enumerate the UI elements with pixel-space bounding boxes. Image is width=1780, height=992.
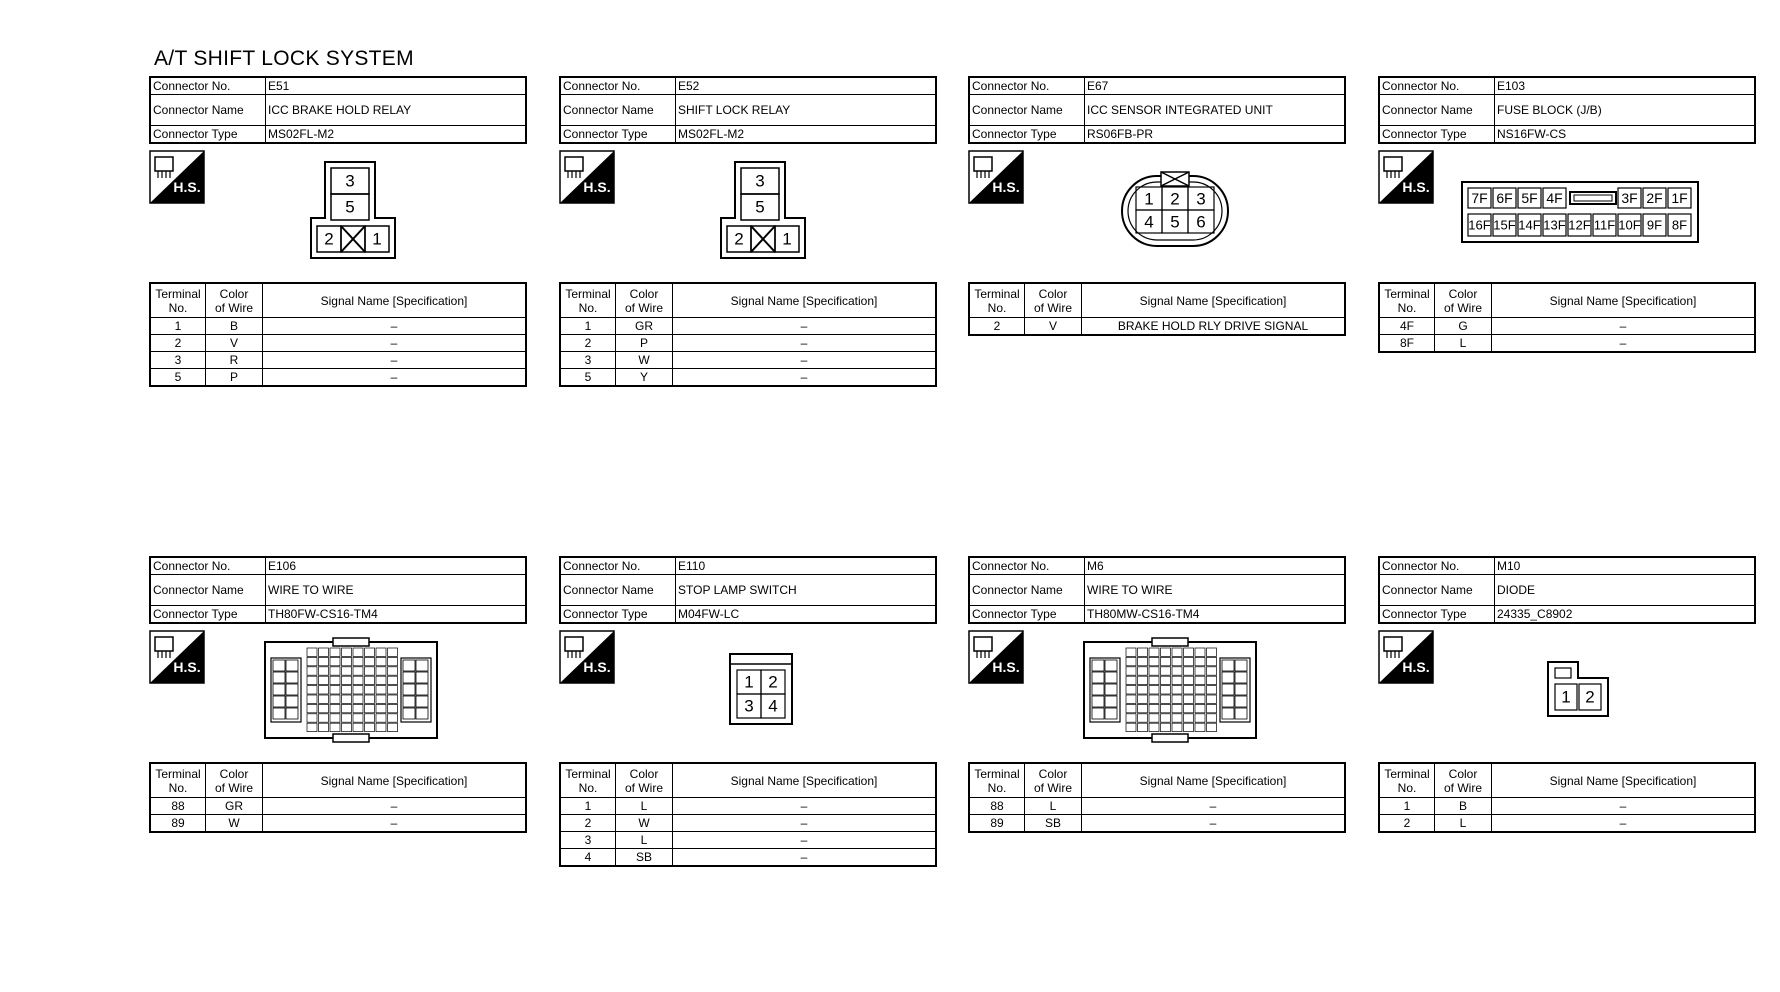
connector-type-value: M04FW-LC [676, 606, 937, 624]
hs-label: H.S. [1402, 179, 1430, 195]
connector-name-label: Connector Name [969, 575, 1085, 606]
signal-name: – [263, 352, 527, 369]
connector-face-diagram [1546, 660, 1610, 718]
pin-label: 5F [1521, 190, 1538, 206]
table-row [150, 815, 526, 833]
signal-name: – [673, 849, 937, 867]
connector-name-value: SHIFT LOCK RELAY [676, 95, 937, 126]
connector-no-label: Connector No. [969, 557, 1085, 575]
connector-name-value: STOP LAMP SWITCH [676, 575, 937, 606]
connector-no-value: E52 [676, 77, 937, 95]
harness-side-icon [559, 630, 615, 684]
table-row [969, 798, 1345, 815]
pin-label: 7F [1471, 190, 1488, 206]
terminal-no: 88 [969, 798, 1025, 815]
signal-name: – [673, 352, 937, 369]
harness-side-icon [149, 630, 205, 684]
hs-label: H.S. [173, 179, 201, 195]
signal-name-header: Signal Name [Specification] [673, 763, 937, 798]
connector-info-table [559, 76, 937, 144]
connector-info-table [1378, 76, 1756, 144]
signal-name: – [263, 369, 527, 387]
signal-name: – [263, 815, 527, 833]
terminal-no: 8F [1379, 335, 1435, 353]
hs-label: H.S. [583, 179, 611, 195]
connector-info-table [559, 556, 937, 624]
signal-name: – [263, 335, 527, 352]
pin-label: 3 [755, 171, 765, 191]
connector-name-label: Connector Name [969, 95, 1085, 126]
connector-name-value: ICC SENSOR INTEGRATED UNIT [1085, 95, 1346, 126]
terminal-no: 2 [560, 335, 616, 352]
terminal-table [149, 282, 527, 387]
terminal-no: 3 [560, 832, 616, 849]
wire-color-header: Color of Wire [616, 763, 673, 798]
table-row [1379, 318, 1755, 335]
pin-label: 4 [768, 696, 778, 716]
terminal-table [1378, 282, 1756, 353]
table-row [1379, 335, 1755, 353]
pin-label: 16F [1468, 217, 1491, 233]
connector-block-e52 [559, 76, 939, 387]
wire-color: V [206, 335, 263, 352]
connector-block-m10 [1378, 556, 1758, 833]
table-row [560, 798, 936, 815]
pin-label: 10F [1618, 217, 1641, 233]
connector-no-label: Connector No. [1379, 557, 1495, 575]
connector-info-table [968, 556, 1346, 624]
terminal-no-header: Terminal No. [560, 283, 616, 318]
signal-name: – [673, 815, 937, 832]
connector-no-value: E103 [1495, 77, 1756, 95]
signal-name-header: Signal Name [Specification] [263, 283, 527, 318]
terminal-no: 2 [1379, 815, 1435, 833]
table-row [560, 815, 936, 832]
connector-name-label: Connector Name [560, 95, 676, 126]
connector-name-label: Connector Name [150, 95, 266, 126]
pin-label: 6 [1196, 212, 1206, 232]
terminal-no-header: Terminal No. [1379, 283, 1435, 318]
connector-no-label: Connector No. [1379, 77, 1495, 95]
pin-label: 4F [1546, 190, 1563, 206]
terminal-no: 5 [560, 369, 616, 387]
pin-label: 11F [1593, 217, 1616, 233]
wire-color: W [616, 352, 673, 369]
signal-name: – [263, 318, 527, 335]
signal-name: – [673, 318, 937, 335]
terminal-table [149, 762, 527, 833]
table-row [150, 798, 526, 815]
connector-type-value: 24335_C8902 [1495, 606, 1756, 624]
wire-color: G [1435, 318, 1492, 335]
pin-label: 13F [1543, 217, 1566, 233]
wire-color: GR [616, 318, 673, 335]
table-row [560, 318, 936, 335]
pin-label: 3 [744, 696, 754, 716]
harness-side-icon [559, 150, 615, 204]
connector-no-value: E106 [266, 557, 527, 575]
connector-name-label: Connector Name [1379, 95, 1495, 126]
terminal-no: 2 [150, 335, 206, 352]
table-row [560, 352, 936, 369]
wire-color: P [206, 369, 263, 387]
connector-name-label: Connector Name [560, 575, 676, 606]
connector-info-table [1378, 556, 1756, 624]
terminal-no: 1 [560, 318, 616, 335]
terminal-no-header: Terminal No. [150, 763, 206, 798]
terminal-no-header: Terminal No. [969, 763, 1025, 798]
connector-face-diagram [719, 160, 811, 260]
signal-name: – [673, 798, 937, 815]
connector-diagram-area [1378, 144, 1758, 282]
wire-color-header: Color of Wire [206, 283, 263, 318]
connector-name-value: FUSE BLOCK (J/B) [1495, 95, 1756, 126]
terminal-no-header: Terminal No. [150, 283, 206, 318]
connector-type-label: Connector Type [150, 126, 266, 144]
terminal-table [968, 282, 1346, 336]
connector-name-label: Connector Name [150, 575, 266, 606]
terminal-no: 89 [150, 815, 206, 833]
pin-label: 1 [372, 229, 382, 249]
connector-no-label: Connector No. [969, 77, 1085, 95]
connector-info-table [149, 556, 527, 624]
wire-color: W [616, 815, 673, 832]
wire-color: W [206, 815, 263, 833]
table-row [560, 335, 936, 352]
page-title: A/T SHIFT LOCK SYSTEM [154, 47, 414, 70]
table-row [560, 849, 936, 867]
connector-info-table [149, 76, 527, 144]
connector-face-diagram [309, 160, 401, 260]
pin-label: 5 [345, 197, 355, 217]
connector-name-value: WIRE TO WIRE [266, 575, 527, 606]
terminal-no: 4F [1379, 318, 1435, 335]
pin-label: 2 [768, 672, 778, 692]
table-row [150, 369, 526, 387]
connector-diagram-area [1378, 624, 1758, 762]
terminal-no: 4 [560, 849, 616, 867]
wire-color: L [616, 832, 673, 849]
pin-label: 2 [1585, 687, 1595, 707]
connector-type-label: Connector Type [560, 126, 676, 144]
terminal-no: 3 [150, 352, 206, 369]
pin-label: 3F [1621, 190, 1638, 206]
signal-name-header: Signal Name [Specification] [1082, 763, 1346, 798]
signal-name: – [1492, 335, 1756, 353]
signal-name: – [1492, 318, 1756, 335]
connector-block-e67 [968, 76, 1348, 336]
connector-block-e106 [149, 556, 529, 833]
terminal-no: 3 [560, 352, 616, 369]
pin-label: 2F [1646, 190, 1663, 206]
connector-block-e51 [149, 76, 529, 387]
terminal-table [1378, 762, 1756, 833]
terminal-no: 2 [969, 318, 1025, 336]
wire-color-header: Color of Wire [206, 763, 263, 798]
terminal-table [559, 762, 937, 867]
connector-face-diagram [1082, 636, 1258, 744]
pin-label: 9F [1646, 217, 1663, 233]
signal-name-header: Signal Name [Specification] [1492, 283, 1756, 318]
wire-color: L [1025, 798, 1082, 815]
pin-label: 1 [744, 672, 754, 692]
pin-label: 14F [1518, 217, 1541, 233]
connector-face-diagram [1120, 170, 1230, 250]
connector-diagram-area [968, 624, 1348, 762]
table-row [1379, 798, 1755, 815]
table-row [150, 335, 526, 352]
connector-name-value: ICC BRAKE HOLD RELAY [266, 95, 527, 126]
connector-no-label: Connector No. [560, 557, 676, 575]
connector-type-label: Connector Type [969, 126, 1085, 144]
connector-face-diagram [1460, 180, 1700, 244]
pin-label: 1F [1671, 190, 1688, 206]
signal-name: – [673, 335, 937, 352]
terminal-no: 5 [150, 369, 206, 387]
signal-name-header: Signal Name [Specification] [1492, 763, 1756, 798]
wire-color: P [616, 335, 673, 352]
signal-name-header: Signal Name [Specification] [1082, 283, 1346, 318]
connector-info-table [968, 76, 1346, 144]
terminal-table [968, 762, 1346, 833]
connector-type-label: Connector Type [1379, 606, 1495, 624]
connector-diagram-area [559, 624, 939, 762]
signal-name-header: Signal Name [Specification] [263, 763, 527, 798]
wire-color: SB [616, 849, 673, 867]
table-row [969, 815, 1345, 833]
pin-label: 2 [1170, 189, 1180, 209]
connector-no-label: Connector No. [150, 557, 266, 575]
pin-label: 2 [324, 229, 334, 249]
connector-diagram-area [968, 144, 1348, 282]
table-row [969, 318, 1345, 336]
connector-face-diagram [728, 652, 794, 726]
harness-side-icon [968, 630, 1024, 684]
signal-name-header: Signal Name [Specification] [673, 283, 937, 318]
connector-face-diagram [263, 636, 439, 744]
wire-color: V [1025, 318, 1082, 336]
wire-color: L [1435, 815, 1492, 833]
connector-diagram-area [149, 144, 529, 282]
table-row [150, 352, 526, 369]
pin-label: 6F [1496, 190, 1513, 206]
hs-label: H.S. [992, 179, 1020, 195]
connector-diagram-area [149, 624, 529, 762]
connector-type-value: TH80FW-CS16-TM4 [266, 606, 527, 624]
hs-label: H.S. [992, 659, 1020, 675]
hs-label: H.S. [173, 659, 201, 675]
connector-type-value: RS06FB-PR [1085, 126, 1346, 144]
connector-no-value: M6 [1085, 557, 1346, 575]
signal-name: – [1082, 815, 1346, 833]
terminal-no: 1 [150, 318, 206, 335]
connector-block-e110 [559, 556, 939, 867]
signal-name: – [673, 832, 937, 849]
connector-name-value: DIODE [1495, 575, 1756, 606]
wire-color: GR [206, 798, 263, 815]
pin-label: 1 [782, 229, 792, 249]
wire-color: Y [616, 369, 673, 387]
terminal-no-header: Terminal No. [969, 283, 1025, 318]
signal-name: – [1082, 798, 1346, 815]
table-row [560, 832, 936, 849]
connector-type-label: Connector Type [969, 606, 1085, 624]
connector-type-value: NS16FW-CS [1495, 126, 1756, 144]
terminal-no: 88 [150, 798, 206, 815]
connector-no-value: E51 [266, 77, 527, 95]
harness-side-icon [1378, 630, 1434, 684]
connector-type-label: Connector Type [150, 606, 266, 624]
pin-label: 4 [1144, 212, 1154, 232]
wire-color-header: Color of Wire [1025, 763, 1082, 798]
terminal-no-header: Terminal No. [1379, 763, 1435, 798]
connector-type-label: Connector Type [560, 606, 676, 624]
table-row [150, 318, 526, 335]
wire-color-header: Color of Wire [1025, 283, 1082, 318]
pin-label: 1 [1561, 687, 1571, 707]
connector-block-e103 [1378, 76, 1758, 353]
signal-name: BRAKE HOLD RLY DRIVE SIGNAL [1082, 318, 1346, 336]
wire-color: B [1435, 798, 1492, 815]
table-row [1379, 815, 1755, 833]
terminal-no: 1 [1379, 798, 1435, 815]
connector-type-label: Connector Type [1379, 126, 1495, 144]
terminal-no: 1 [560, 798, 616, 815]
table-row [560, 369, 936, 387]
wire-color-header: Color of Wire [616, 283, 673, 318]
connector-type-value: TH80MW-CS16-TM4 [1085, 606, 1346, 624]
connector-name-label: Connector Name [1379, 575, 1495, 606]
pin-label: 5 [755, 197, 765, 217]
pin-label: 3 [1196, 189, 1206, 209]
wire-color-header: Color of Wire [1435, 283, 1492, 318]
terminal-no: 89 [969, 815, 1025, 833]
pin-label: 2 [734, 229, 744, 249]
connector-diagram-area [559, 144, 939, 282]
pin-label: 3 [345, 171, 355, 191]
connector-type-value: MS02FL-M2 [676, 126, 937, 144]
connector-block-m6 [968, 556, 1348, 833]
pin-label: 12F [1568, 217, 1591, 233]
terminal-no-header: Terminal No. [560, 763, 616, 798]
wire-color: L [616, 798, 673, 815]
connector-no-label: Connector No. [150, 77, 266, 95]
signal-name: – [263, 798, 527, 815]
connector-no-value: M10 [1495, 557, 1756, 575]
harness-side-icon [1378, 150, 1434, 204]
hs-label: H.S. [583, 659, 611, 675]
harness-side-icon [968, 150, 1024, 204]
connector-no-value: E67 [1085, 77, 1346, 95]
signal-name: – [1492, 815, 1756, 833]
connector-name-value: WIRE TO WIRE [1085, 575, 1346, 606]
wire-color-header: Color of Wire [1435, 763, 1492, 798]
terminal-table [559, 282, 937, 387]
pin-label: 1 [1144, 189, 1154, 209]
wire-color: L [1435, 335, 1492, 353]
harness-side-icon [149, 150, 205, 204]
connector-no-label: Connector No. [560, 77, 676, 95]
terminal-no: 2 [560, 815, 616, 832]
hs-label: H.S. [1402, 659, 1430, 675]
signal-name: – [1492, 798, 1756, 815]
pin-label: 15F [1493, 217, 1516, 233]
connector-type-value: MS02FL-M2 [266, 126, 527, 144]
wire-color: R [206, 352, 263, 369]
pin-label: 8F [1671, 217, 1688, 233]
pin-label: 5 [1170, 212, 1180, 232]
signal-name: – [673, 369, 937, 387]
wire-color: SB [1025, 815, 1082, 833]
wire-color: B [206, 318, 263, 335]
connector-no-value: E110 [676, 557, 937, 575]
